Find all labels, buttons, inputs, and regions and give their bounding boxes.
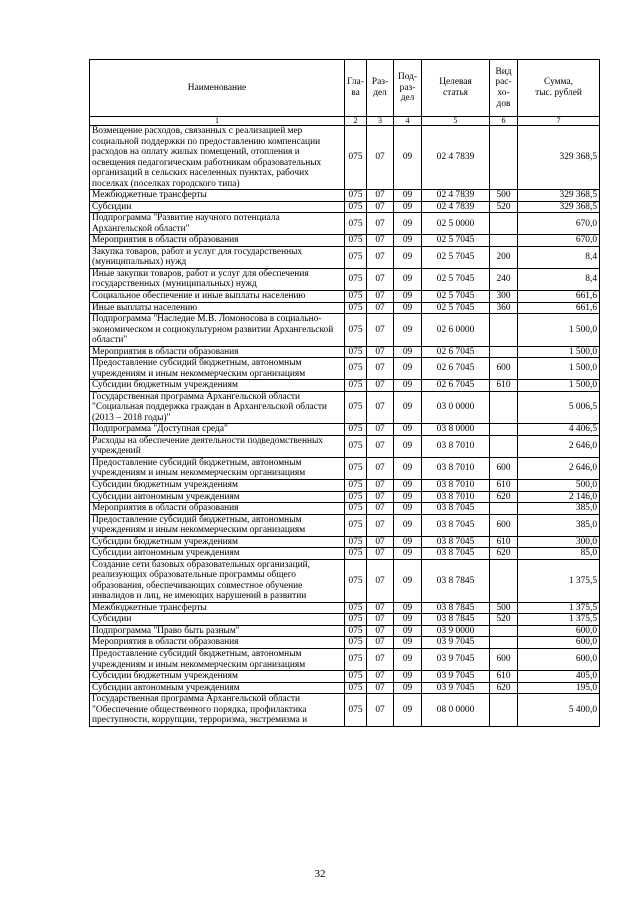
row-glava: 075 xyxy=(345,625,367,637)
row-razdel: 07 xyxy=(367,682,394,694)
row-name: Субсидии автономным учреждениям xyxy=(90,548,345,560)
row-name: Создание сети базовых образовательных организаций, реализующих образовательные программы общего образования, обеспечивающих совместное обучение инвалидов и лиц, не имеющих нарушений в развитии xyxy=(90,559,345,602)
table-row xyxy=(90,614,600,626)
row-sum: 329 368,5 xyxy=(518,201,600,213)
row-podrazdel: 09 xyxy=(394,358,422,380)
row-vid xyxy=(490,424,518,436)
header-podrazdel: Под- раз- дел xyxy=(394,60,422,117)
table-row xyxy=(90,424,600,436)
row-razdel: 07 xyxy=(367,346,394,358)
row-name: Мероприятия в области образования xyxy=(90,503,345,515)
row-glava: 075 xyxy=(345,503,367,515)
row-razdel: 07 xyxy=(367,380,394,392)
row-sum: 2 646,0 xyxy=(518,457,600,479)
row-razdel: 07 xyxy=(367,694,394,727)
row-name: Закупка товаров, работ и услуг для государственных (муниципальных) нужд xyxy=(90,246,345,268)
row-podrazdel: 09 xyxy=(394,380,422,392)
row-podrazdel: 09 xyxy=(394,290,422,302)
row-razdel: 07 xyxy=(367,435,394,457)
row-glava: 075 xyxy=(345,480,367,492)
row-name: Государственная программа Архангельской области "Обеспечение общественного порядка, профилактика преступности, коррупции, терроризма, экстремизма и xyxy=(90,694,345,727)
row-glava: 075 xyxy=(345,380,367,392)
table-row xyxy=(90,491,600,503)
table-row xyxy=(90,671,600,683)
row-vid: 360 xyxy=(490,302,518,314)
row-razdel: 07 xyxy=(367,614,394,626)
row-sum: 600,0 xyxy=(518,637,600,649)
table-row xyxy=(90,246,600,268)
row-sum: 600,0 xyxy=(518,625,600,637)
row-razdel: 07 xyxy=(367,491,394,503)
row-razdel: 07 xyxy=(367,391,394,424)
row-razdel: 07 xyxy=(367,648,394,670)
row-glava: 075 xyxy=(345,457,367,479)
row-vid: 500 xyxy=(490,190,518,202)
row-razdel: 07 xyxy=(367,536,394,548)
row-podrazdel: 09 xyxy=(394,424,422,436)
header-target: Целевая статья xyxy=(422,60,490,117)
row-podrazdel: 09 xyxy=(394,268,422,290)
row-glava: 075 xyxy=(345,346,367,358)
column-number: 7 xyxy=(518,117,600,126)
row-target: 02 5 7045 xyxy=(422,290,490,302)
row-glava: 075 xyxy=(345,246,367,268)
table-row xyxy=(90,346,600,358)
row-razdel: 07 xyxy=(367,358,394,380)
row-vid: 300 xyxy=(490,290,518,302)
row-target: 03 8 0000 xyxy=(422,424,490,436)
row-vid xyxy=(490,213,518,235)
row-name: Субсидии автономным учреждениям xyxy=(90,491,345,503)
table-row xyxy=(90,559,600,602)
row-podrazdel: 09 xyxy=(394,480,422,492)
row-target: 03 0 0000 xyxy=(422,391,490,424)
column-number: 6 xyxy=(490,117,518,126)
row-razdel: 07 xyxy=(367,625,394,637)
table-row xyxy=(90,648,600,670)
row-name: Предоставление субсидий бюджетным, автономным учреждениям и иным некоммерческим организациям xyxy=(90,457,345,479)
row-vid: 620 xyxy=(490,491,518,503)
header-name: Наименование xyxy=(90,60,345,117)
row-podrazdel: 09 xyxy=(394,435,422,457)
column-number: 2 xyxy=(345,117,367,126)
row-name: Субсидии бюджетным учреждениям xyxy=(90,671,345,683)
row-razdel: 07 xyxy=(367,268,394,290)
row-target: 02 5 0000 xyxy=(422,213,490,235)
row-vid xyxy=(490,435,518,457)
row-vid: 240 xyxy=(490,268,518,290)
table-row xyxy=(90,602,600,614)
table-row xyxy=(90,314,600,347)
row-glava: 075 xyxy=(345,213,367,235)
row-sum: 5 006,5 xyxy=(518,391,600,424)
row-vid xyxy=(490,559,518,602)
row-sum: 670,0 xyxy=(518,213,600,235)
row-vid: 610 xyxy=(490,480,518,492)
table-row xyxy=(90,694,600,727)
row-name: Субсидии xyxy=(90,614,345,626)
row-target: 02 4 7839 xyxy=(422,126,490,190)
row-name: Предоставление субсидий бюджетным, автономным учреждениям и иным некоммерческим организациям xyxy=(90,648,345,670)
row-razdel: 07 xyxy=(367,201,394,213)
row-name: Иные выплаты населению xyxy=(90,302,345,314)
row-target: 03 8 7010 xyxy=(422,435,490,457)
column-number: 1 xyxy=(90,117,345,126)
row-razdel: 07 xyxy=(367,514,394,536)
row-podrazdel: 09 xyxy=(394,602,422,614)
row-podrazdel: 09 xyxy=(394,391,422,424)
row-name: Подпрограмма "Право быть разным" xyxy=(90,625,345,637)
row-sum: 300,0 xyxy=(518,536,600,548)
row-name: Подпрограмма "Доступная среда" xyxy=(90,424,345,436)
row-razdel: 07 xyxy=(367,290,394,302)
row-target: 02 5 7045 xyxy=(422,268,490,290)
row-podrazdel: 09 xyxy=(394,548,422,560)
row-podrazdel: 09 xyxy=(394,536,422,548)
row-glava: 075 xyxy=(345,290,367,302)
row-sum: 385,0 xyxy=(518,503,600,515)
row-podrazdel: 09 xyxy=(394,637,422,649)
row-podrazdel: 09 xyxy=(394,694,422,727)
row-target: 03 9 7045 xyxy=(422,637,490,649)
row-target: 03 8 7845 xyxy=(422,602,490,614)
row-razdel: 07 xyxy=(367,424,394,436)
header-razdel: Раз- дел xyxy=(367,60,394,117)
row-vid: 620 xyxy=(490,548,518,560)
row-vid: 600 xyxy=(490,514,518,536)
row-vid xyxy=(490,625,518,637)
row-podrazdel: 09 xyxy=(394,682,422,694)
table-row xyxy=(90,637,600,649)
row-podrazdel: 09 xyxy=(394,201,422,213)
row-podrazdel: 09 xyxy=(394,614,422,626)
row-target: 02 6 0000 xyxy=(422,314,490,347)
row-name: Государственная программа Архангельской области "Социальная поддержка граждан в Архангельской области (2013 – 2018 годы)" xyxy=(90,391,345,424)
row-target: 02 4 7839 xyxy=(422,190,490,202)
row-name: Подпрограмма "Развитие научного потенциала Архангельской области" xyxy=(90,213,345,235)
row-vid: 620 xyxy=(490,682,518,694)
row-glava: 075 xyxy=(345,682,367,694)
row-glava: 075 xyxy=(345,548,367,560)
table-row xyxy=(90,290,600,302)
row-glava: 075 xyxy=(345,671,367,683)
row-sum: 2 146,0 xyxy=(518,491,600,503)
row-target: 03 9 7045 xyxy=(422,671,490,683)
row-sum: 1 375,5 xyxy=(518,614,600,626)
row-sum: 4 406,5 xyxy=(518,424,600,436)
table-row xyxy=(90,213,600,235)
row-target: 08 0 0000 xyxy=(422,694,490,727)
row-vid: 610 xyxy=(490,536,518,548)
table-row xyxy=(90,480,600,492)
row-podrazdel: 09 xyxy=(394,190,422,202)
table-row xyxy=(90,358,600,380)
row-podrazdel: 09 xyxy=(394,346,422,358)
row-name: Субсидии бюджетным учреждениям xyxy=(90,480,345,492)
table-row xyxy=(90,503,600,515)
row-name: Межбюджетные трансферты xyxy=(90,190,345,202)
row-sum: 195,0 xyxy=(518,682,600,694)
header-vid: Вид рас- хо- дов xyxy=(490,60,518,117)
row-vid xyxy=(490,235,518,247)
table-row xyxy=(90,235,600,247)
row-name: Иные закупки товаров, работ и услуг для обеспечения государственных (муниципальных) нужд xyxy=(90,268,345,290)
row-razdel: 07 xyxy=(367,457,394,479)
row-target: 03 8 7045 xyxy=(422,548,490,560)
header-glava: Гла- ва xyxy=(345,60,367,117)
row-target: 03 8 7045 xyxy=(422,536,490,548)
row-sum: 670,0 xyxy=(518,235,600,247)
budget-table xyxy=(89,59,600,727)
column-number-row xyxy=(90,117,600,126)
row-sum: 500,0 xyxy=(518,480,600,492)
row-name: Субсидии xyxy=(90,201,345,213)
row-target: 02 6 7045 xyxy=(422,358,490,380)
row-name: Предоставление субсидий бюджетным, автономным учреждениям и иным некоммерческим организациям xyxy=(90,514,345,536)
table-row xyxy=(90,435,600,457)
row-razdel: 07 xyxy=(367,314,394,347)
row-sum: 5 400,0 xyxy=(518,694,600,727)
row-name: Мероприятия в области образования xyxy=(90,235,345,247)
row-glava: 075 xyxy=(345,614,367,626)
row-glava: 075 xyxy=(345,235,367,247)
row-vid xyxy=(490,637,518,649)
row-vid: 610 xyxy=(490,380,518,392)
row-target: 03 9 0000 xyxy=(422,625,490,637)
row-name: Расходы на обеспечение деятельности подведомственных учреждений xyxy=(90,435,345,457)
row-target: 03 9 7045 xyxy=(422,682,490,694)
row-vid xyxy=(490,314,518,347)
row-glava: 075 xyxy=(345,314,367,347)
row-sum: 1 500,0 xyxy=(518,380,600,392)
row-glava: 075 xyxy=(345,559,367,602)
row-podrazdel: 09 xyxy=(394,625,422,637)
row-sum: 1 500,0 xyxy=(518,358,600,380)
row-glava: 075 xyxy=(345,391,367,424)
table-row xyxy=(90,268,600,290)
row-razdel: 07 xyxy=(367,235,394,247)
page-number: 32 xyxy=(314,868,326,880)
table-row xyxy=(90,682,600,694)
row-name: Предоставление субсидий бюджетным, автономным учреждениям и иным некоммерческим организациям xyxy=(90,358,345,380)
row-razdel: 07 xyxy=(367,213,394,235)
row-target: 03 8 7045 xyxy=(422,503,490,515)
row-glava: 075 xyxy=(345,190,367,202)
row-name: Субсидии автономным учреждениям xyxy=(90,682,345,694)
row-glava: 075 xyxy=(345,694,367,727)
row-razdel: 07 xyxy=(367,559,394,602)
row-razdel: 07 xyxy=(367,480,394,492)
row-sum: 1 375,5 xyxy=(518,559,600,602)
row-podrazdel: 09 xyxy=(394,491,422,503)
row-name: Мероприятия в области образования xyxy=(90,637,345,649)
row-name: Мероприятия в области образования xyxy=(90,346,345,358)
row-razdel: 07 xyxy=(367,126,394,190)
row-name: Возмещение расходов, связанных с реализацией мер социальной поддержки по предоставлению компенсации расходов на оплату жилых помещений, отопления и освещения педагогическим работникам образовательных организаций в сельских населенных пунктах, рабочих поселках (поселках городского типа) xyxy=(90,126,345,190)
row-glava: 075 xyxy=(345,536,367,548)
table-row xyxy=(90,625,600,637)
table-body xyxy=(90,117,600,727)
row-sum: 661,6 xyxy=(518,302,600,314)
table-row xyxy=(90,201,600,213)
row-glava: 075 xyxy=(345,602,367,614)
row-target: 03 8 7010 xyxy=(422,480,490,492)
row-glava: 075 xyxy=(345,637,367,649)
row-sum: 8,4 xyxy=(518,268,600,290)
column-number: 5 xyxy=(422,117,490,126)
row-sum: 1 500,0 xyxy=(518,314,600,347)
row-glava: 075 xyxy=(345,491,367,503)
row-name: Подпрограмма "Наследие М.В. Ломоносова в социально-экономическом и социокультурном развитии Архангельской области" xyxy=(90,314,345,347)
row-vid: 600 xyxy=(490,648,518,670)
header-row xyxy=(90,60,600,117)
row-vid xyxy=(490,694,518,727)
column-number: 3 xyxy=(367,117,394,126)
row-podrazdel: 09 xyxy=(394,648,422,670)
row-target: 03 8 7010 xyxy=(422,457,490,479)
row-name: Субсидии бюджетным учреждениям xyxy=(90,380,345,392)
row-sum: 329 368,5 xyxy=(518,126,600,190)
row-glava: 075 xyxy=(345,302,367,314)
header-sum: Сумма, тыс. рублей xyxy=(518,60,600,117)
row-sum: 1 500,0 xyxy=(518,346,600,358)
row-glava: 075 xyxy=(345,358,367,380)
row-podrazdel: 09 xyxy=(394,559,422,602)
row-razdel: 07 xyxy=(367,246,394,268)
row-glava: 075 xyxy=(345,268,367,290)
row-name: Социальное обеспечение и иные выплаты населению xyxy=(90,290,345,302)
row-podrazdel: 09 xyxy=(394,457,422,479)
row-glava: 075 xyxy=(345,435,367,457)
row-podrazdel: 09 xyxy=(394,514,422,536)
row-target: 03 8 7845 xyxy=(422,559,490,602)
row-vid xyxy=(490,391,518,424)
row-target: 03 8 7045 xyxy=(422,514,490,536)
row-target: 03 8 7010 xyxy=(422,491,490,503)
row-target: 02 6 7045 xyxy=(422,346,490,358)
row-name: Межбюджетные трансферты xyxy=(90,602,345,614)
row-target: 02 5 7045 xyxy=(422,235,490,247)
row-sum: 1 375,5 xyxy=(518,602,600,614)
row-sum: 600,0 xyxy=(518,648,600,670)
row-vid: 610 xyxy=(490,671,518,683)
row-vid: 600 xyxy=(490,358,518,380)
table-row xyxy=(90,302,600,314)
row-razdel: 07 xyxy=(367,637,394,649)
row-podrazdel: 09 xyxy=(394,314,422,347)
row-name: Субсидии бюджетным учреждениям xyxy=(90,536,345,548)
row-vid: 600 xyxy=(490,457,518,479)
row-podrazdel: 09 xyxy=(394,246,422,268)
row-podrazdel: 09 xyxy=(394,302,422,314)
row-razdel: 07 xyxy=(367,302,394,314)
row-razdel: 07 xyxy=(367,602,394,614)
row-vid: 500 xyxy=(490,602,518,614)
row-vid xyxy=(490,126,518,190)
row-sum: 405,0 xyxy=(518,671,600,683)
row-glava: 075 xyxy=(345,648,367,670)
row-vid xyxy=(490,503,518,515)
row-target: 03 8 7845 xyxy=(422,614,490,626)
row-razdel: 07 xyxy=(367,548,394,560)
row-sum: 85,0 xyxy=(518,548,600,560)
row-sum: 329 368,5 xyxy=(518,190,600,202)
table-row xyxy=(90,536,600,548)
row-target: 02 5 7045 xyxy=(422,302,490,314)
table-row xyxy=(90,391,600,424)
row-sum: 8,4 xyxy=(518,246,600,268)
table-row xyxy=(90,126,600,190)
row-sum: 661,6 xyxy=(518,290,600,302)
row-vid: 200 xyxy=(490,246,518,268)
row-vid: 520 xyxy=(490,614,518,626)
table-row xyxy=(90,190,600,202)
row-glava: 075 xyxy=(345,424,367,436)
row-target: 02 5 7045 xyxy=(422,246,490,268)
row-razdel: 07 xyxy=(367,671,394,683)
row-podrazdel: 09 xyxy=(394,503,422,515)
row-glava: 075 xyxy=(345,514,367,536)
row-podrazdel: 09 xyxy=(394,235,422,247)
row-target: 02 4 7839 xyxy=(422,201,490,213)
table-row xyxy=(90,457,600,479)
table-row xyxy=(90,380,600,392)
row-glava: 075 xyxy=(345,126,367,190)
row-razdel: 07 xyxy=(367,190,394,202)
row-podrazdel: 09 xyxy=(394,126,422,190)
row-glava: 075 xyxy=(345,201,367,213)
row-sum: 385,0 xyxy=(518,514,600,536)
row-vid: 520 xyxy=(490,201,518,213)
column-number: 4 xyxy=(394,117,422,126)
row-podrazdel: 09 xyxy=(394,213,422,235)
table-row xyxy=(90,548,600,560)
table-row xyxy=(90,514,600,536)
row-podrazdel: 09 xyxy=(394,671,422,683)
row-target: 02 6 7045 xyxy=(422,380,490,392)
row-vid xyxy=(490,346,518,358)
row-sum: 2 646,0 xyxy=(518,435,600,457)
row-target: 03 9 7045 xyxy=(422,648,490,670)
row-razdel: 07 xyxy=(367,503,394,515)
